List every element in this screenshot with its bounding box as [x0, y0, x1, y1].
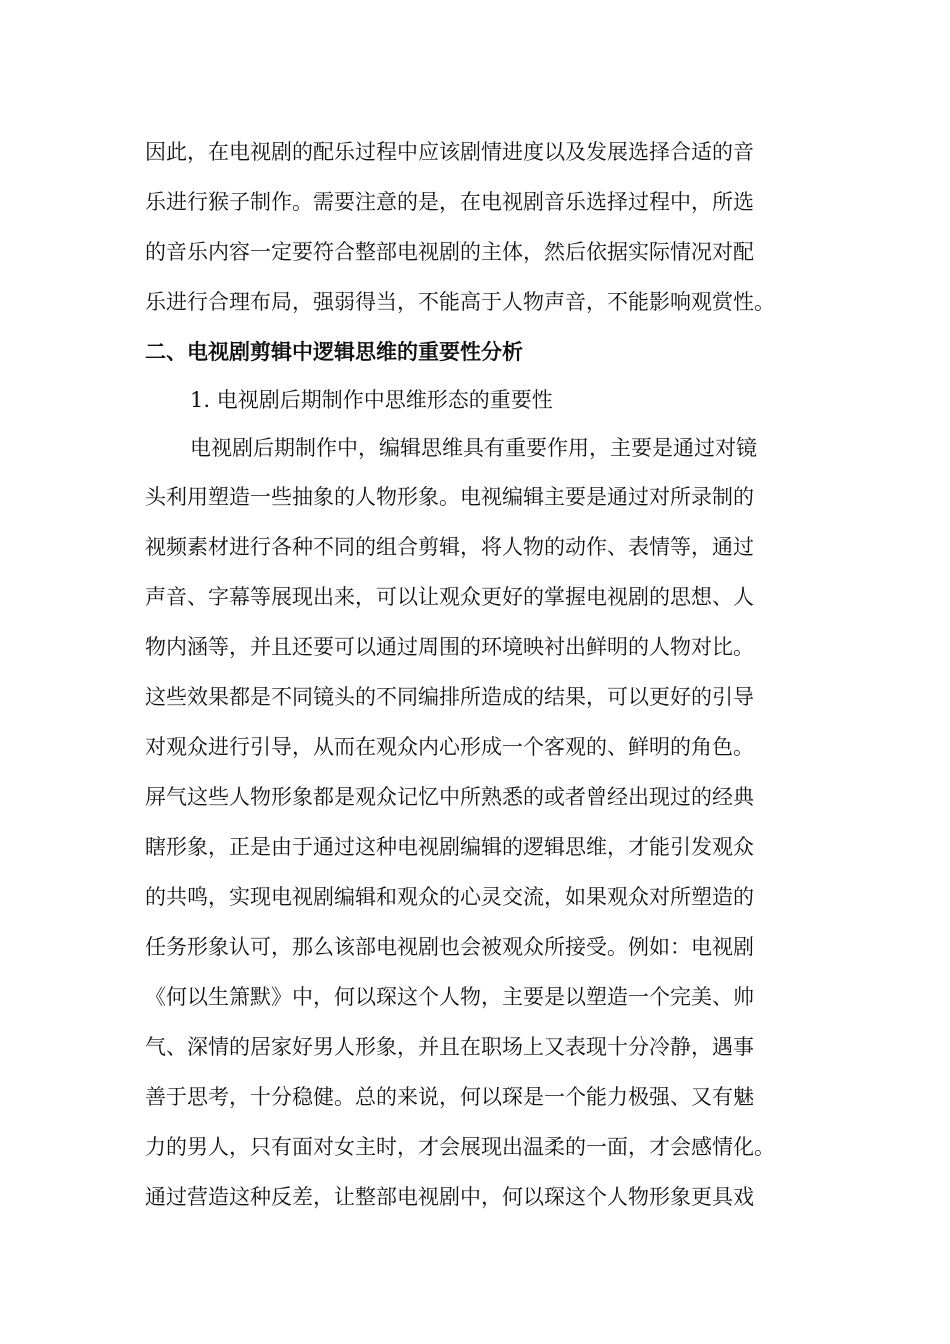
- paragraph-line-19: 力的男人，只有面对女主时，才会展现出温柔的一面，才会感情化。: [145, 1135, 775, 1159]
- paragraph-line-18: 善于思考，十分稳健。总的来说，何以琛是一个能力极强、又有魅: [145, 1085, 754, 1109]
- paragraph-line-11: 对观众进行引导，从而在观众内心形成一个客观的、鲜明的角色。: [145, 735, 754, 759]
- paragraph-line-2: 乐进行猴子制作。需要注意的是，在电视剧音乐选择过程中，所选: [145, 190, 754, 214]
- paragraph-line-17: 气、深情的居家好男人形象，并且在职场上又表现十分冷静，遇事: [145, 1035, 754, 1059]
- paragraph-line-6: 头利用塑造一些抽象的人物形象。电视编辑主要是通过对所录制的: [145, 485, 754, 509]
- paragraph-line-4: 乐进行合理布局，强弱得当，不能高于人物声音，不能影响观赏性。: [145, 290, 775, 314]
- paragraph-line-12: 屏气这些人物形象都是观众记忆中所熟悉的或者曾经出现过的经典: [145, 785, 754, 809]
- paragraph-line-16: 《何以生箫默》中，何以琛这个人物，主要是以塑造一个完美、帅: [145, 985, 754, 1009]
- paragraph-line-7: 视频素材进行各种不同的组合剪辑，将人物的动作、表情等，通过: [145, 535, 754, 559]
- paragraph-line-15: 任务形象认可，那么该部电视剧也会被观众所接受。例如：电视剧: [145, 935, 754, 959]
- paragraph-line-20: 通过营造这种反差，让整部电视剧中，何以琛这个人物形象更具戏: [145, 1185, 754, 1209]
- paragraph-line-3: 的音乐内容一定要符合整部电视剧的主体，然后依据实际情况对配: [145, 240, 754, 264]
- paragraph-line-14: 的共鸣，实现电视剧编辑和观众的心灵交流，如果观众对所塑造的: [145, 885, 754, 909]
- paragraph-line-1: 因此，在电视剧的配乐过程中应该剧情进度以及发展选择合适的音: [145, 140, 754, 164]
- paragraph-line-13: 瞎形象，正是由于通过这种电视剧编辑的逻辑思维，才能引发观众: [145, 835, 754, 859]
- paragraph-line-5: 电视剧后期制作中，编辑思维具有重要作用，主要是通过对镜: [190, 436, 757, 460]
- section-heading: 二、电视剧剪辑中逻辑思维的重要性分析: [145, 339, 523, 364]
- paragraph-line-10: 这些效果都是不同镜头的不同编排所造成的结果，可以更好的引导: [145, 685, 754, 709]
- paragraph-line-9: 物内涵等，并且还要可以通过周围的环境映衬出鲜明的人物对比。: [145, 635, 754, 659]
- paragraph-line-8: 声音、字幕等展现出来，可以让观众更好的掌握电视剧的思想、人: [145, 585, 754, 609]
- subsection-heading: 1. 电视剧后期制作中思维形态的重要性: [190, 388, 553, 412]
